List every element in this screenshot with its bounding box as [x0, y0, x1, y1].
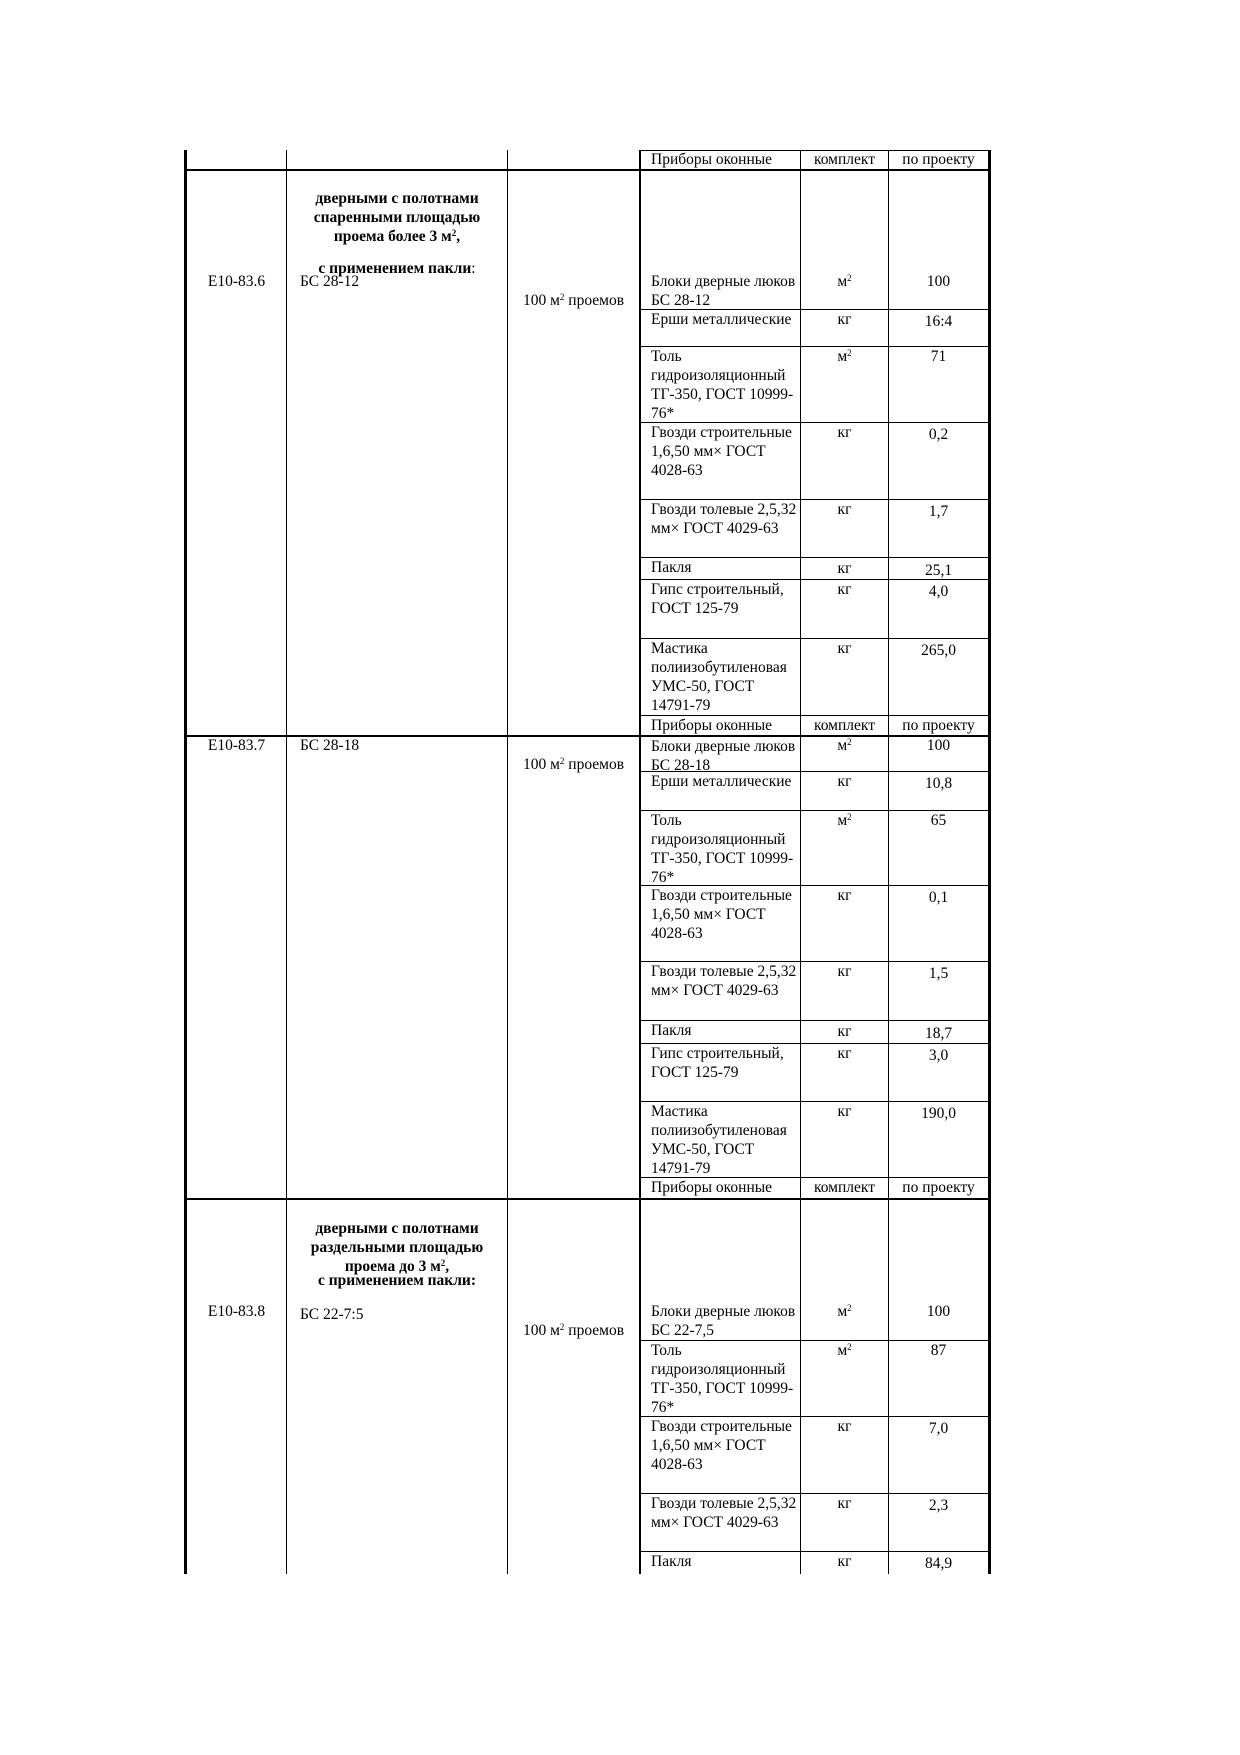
material-qty: по проекту	[902, 717, 975, 734]
material-qty: 265,0	[921, 642, 956, 659]
material-qty: 25,1	[924, 562, 953, 579]
entry-meter: 100 $м^2$ проемов	[522, 292, 625, 309]
entry-code: Е10-83.8	[207, 1303, 266, 1320]
material-qty: 4,0	[928, 583, 949, 600]
material-qty: 65	[930, 812, 947, 829]
table-border-right	[988, 150, 991, 1574]
material-name: Пакля	[651, 559, 692, 576]
material-qty: 1,7	[928, 503, 949, 520]
material-unit: кг	[837, 501, 852, 518]
material-unit: кг	[837, 1103, 852, 1120]
material-unit: кг	[837, 1553, 852, 1570]
material-name: Гипс строительный, ГОСТ 125-79	[651, 581, 784, 617]
material-unit: кг	[837, 773, 852, 790]
material-name: Ерши металлические	[651, 311, 792, 328]
section-subheading: с применением пакли:	[318, 260, 476, 277]
table-border-left	[184, 150, 187, 1574]
material-name: Приборы оконные	[651, 151, 773, 168]
column-divider-2	[507, 150, 508, 1574]
material-unit: кг	[837, 1495, 852, 1512]
material-qty: 87	[930, 1342, 947, 1359]
material-name: Толь гидроизоляционный ТГ-350, ГОСТ 10999-76*	[651, 812, 794, 886]
material-qty: 16:4	[924, 313, 953, 330]
entry-code: Е10-83.6	[207, 273, 266, 290]
material-unit: кг	[837, 887, 852, 904]
material-unit: кг	[837, 424, 852, 441]
material-name: Пакля	[651, 1553, 692, 1570]
material-name: Толь гидроизоляционный ТГ-350, ГОСТ 10999-76*	[651, 348, 794, 422]
material-name: Гвозди строительные 1,6,50 мм× ГОСТ 4028-63	[651, 887, 792, 942]
material-unit: кг	[837, 560, 852, 577]
material-unit: кг	[837, 1418, 852, 1435]
material-qty: 100	[926, 273, 951, 290]
material-name: Приборы оконные	[651, 1179, 773, 1196]
material-name: Блоки дверные люков БС 28-18	[651, 738, 796, 774]
section-heading: дверными с полотнами раздельными площадью проема до 3 $м^2$,	[310, 1220, 484, 1275]
material-unit: кг	[837, 311, 852, 328]
entry-name: БС 28-12	[300, 273, 360, 290]
material-qty: 18,7	[924, 1025, 953, 1042]
material-name: Мастика полиизобутиленовая УМС-50, ГОСТ 14791-79	[651, 640, 787, 714]
material-name: Ерши металлические	[651, 773, 792, 790]
material-unit: кг	[837, 1045, 852, 1062]
material-qty: 190,0	[921, 1105, 956, 1122]
material-name: Гвозди толевые 2,5,32 мм× ГОСТ 4029-63	[651, 501, 797, 537]
material-unit: кг	[837, 640, 852, 657]
section-heading: дверными с полотнами спаренными площадью проема более 3 $м^2$,	[313, 190, 481, 245]
material-qty: 100	[926, 737, 951, 754]
material-name: Гвозди толевые 2,5,32 мм× ГОСТ 4029-63	[651, 1495, 797, 1531]
material-qty: 100	[926, 1303, 951, 1320]
entry-meter: 100 $м^2$ проемов	[522, 756, 625, 773]
material-unit: $м^2$	[837, 737, 852, 754]
material-qty: 1,5	[928, 965, 949, 982]
material-unit: $м^2$	[837, 1303, 852, 1320]
material-unit: комплект	[813, 717, 876, 734]
material-unit: $м^2$	[837, 812, 852, 829]
material-unit: кг	[837, 1023, 852, 1040]
material-name: Толь гидроизоляционный ТГ-350, ГОСТ 10999-76*	[651, 1342, 794, 1416]
entry-name: БС 28-18	[300, 737, 360, 754]
material-qty: 71	[930, 348, 947, 365]
material-name: Приборы оконные	[651, 717, 773, 734]
material-unit: комплект	[813, 1179, 876, 1196]
material-unit: комплект	[813, 151, 876, 168]
material-name: Блоки дверные люков БС 28-12	[651, 273, 796, 309]
entry-code: Е10-83.7	[207, 737, 266, 754]
material-unit: кг	[837, 581, 852, 598]
material-qty: 0,1	[928, 889, 949, 906]
material-unit: $м^2$	[837, 1342, 852, 1359]
material-name: Пакля	[651, 1022, 692, 1039]
entry-name: БС 22-7:5	[300, 1306, 364, 1323]
material-qty: 7,0	[928, 1420, 949, 1437]
material-name: Блоки дверные люков БС 22-7,5	[651, 1303, 796, 1339]
material-name: Гвозди строительные 1,6,50 мм× ГОСТ 4028-63	[651, 1418, 792, 1473]
material-name: Гипс строительный, ГОСТ 125-79	[651, 1045, 784, 1081]
column-divider-3	[639, 150, 641, 1574]
material-qty: по проекту	[902, 1179, 975, 1196]
material-name: Гвозди строительные 1,6,50 мм× ГОСТ 4028-63	[651, 424, 792, 479]
material-qty: 0,2	[928, 426, 949, 443]
material-qty: 10,8	[924, 775, 953, 792]
section-subheading: с применением пакли:	[317, 1272, 477, 1289]
entry-meter: 100 $м^2$ проемов	[522, 1322, 625, 1339]
material-qty: по проекту	[902, 151, 975, 168]
material-qty: 3,0	[928, 1047, 949, 1064]
material-name: Мастика полиизобутиленовая УМС-50, ГОСТ 14791-79	[651, 1103, 787, 1177]
material-unit: $м^2$	[837, 348, 852, 365]
material-qty: 2,3	[928, 1497, 949, 1514]
material-name: Гвозди толевые 2,5,32 мм× ГОСТ 4029-63	[651, 963, 797, 999]
material-unit: $м^2$	[837, 273, 852, 290]
column-divider-1	[286, 150, 287, 1574]
material-unit: кг	[837, 963, 852, 980]
material-qty: 84,9	[924, 1555, 953, 1572]
